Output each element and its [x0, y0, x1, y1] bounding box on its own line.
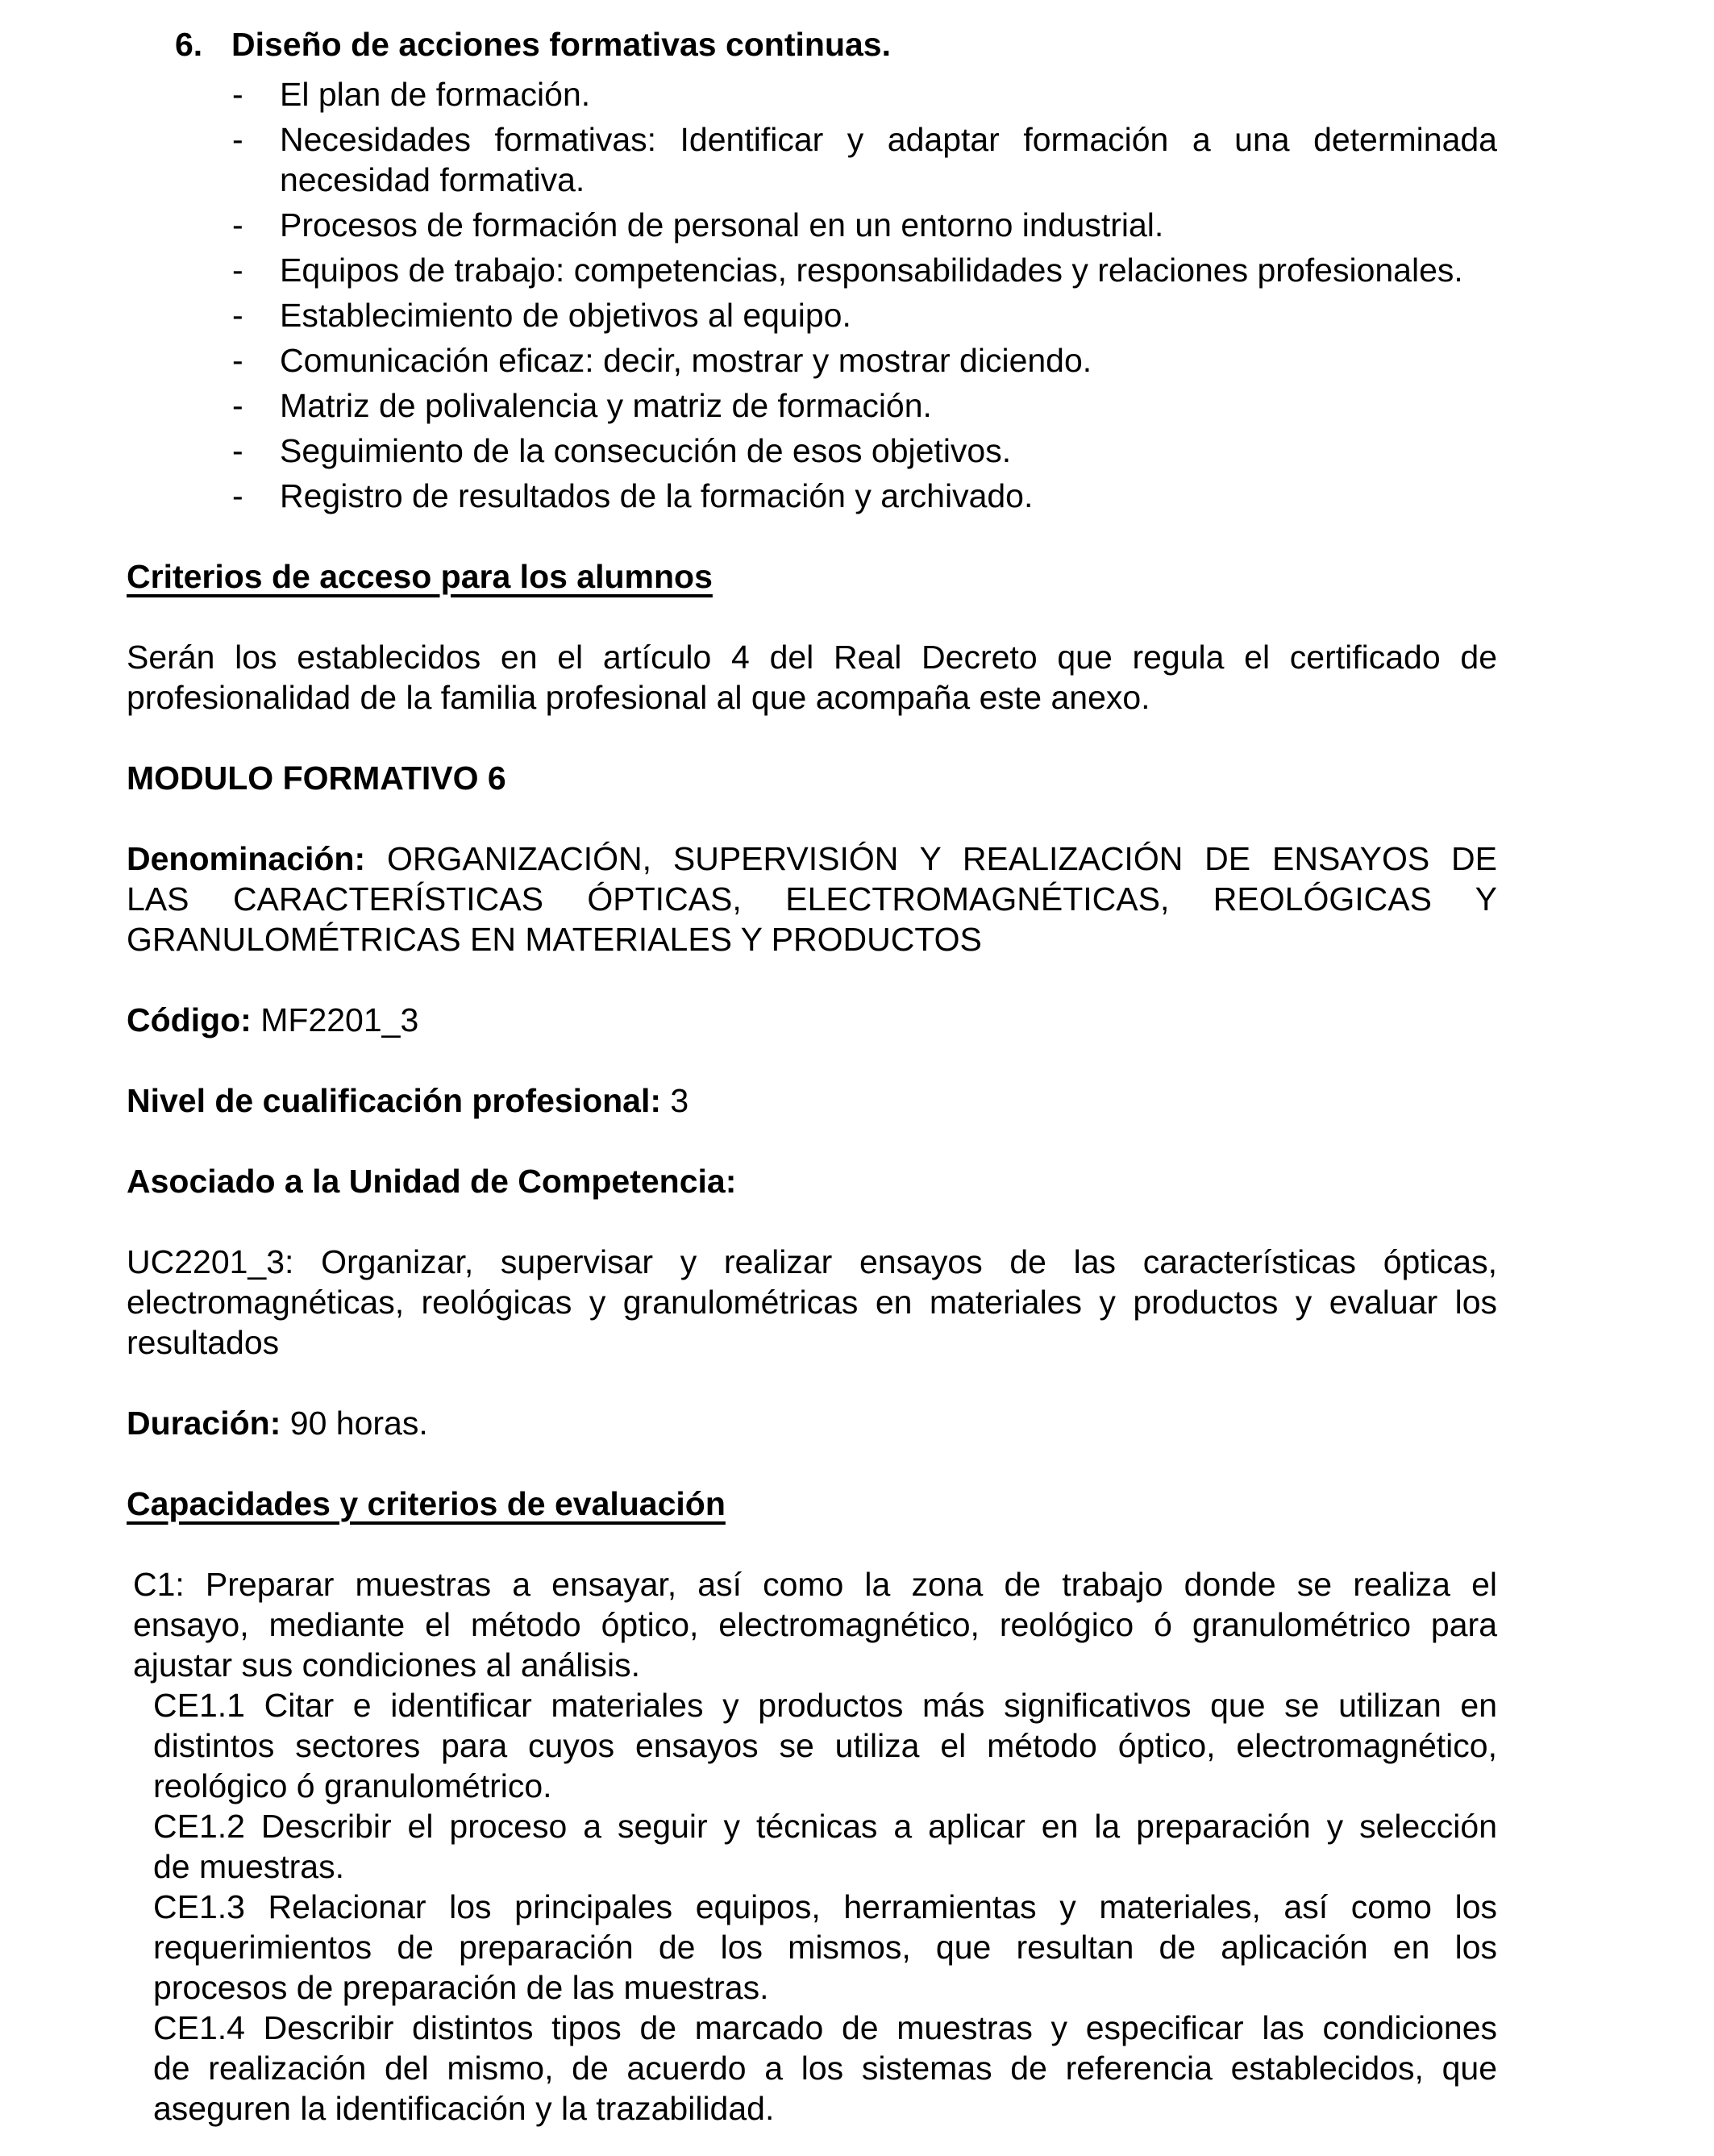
capacidades-heading-text: Capacidades y criterios de evaluación — [127, 1485, 726, 1522]
bullet-dash: - — [232, 76, 243, 113]
bullet-item — [232, 295, 1497, 335]
section-title: Diseño de acciones formativas continuas. — [231, 26, 891, 63]
paragraph-line: reológico ó granulométrico. — [153, 1767, 552, 1804]
paragraph-line: aseguren la identificación y la trazabilidad. — [153, 2090, 775, 2127]
bullet-text: El plan de formación. — [280, 76, 591, 113]
bullet-dash: - — [232, 252, 243, 289]
paragraph-line: CE1.1 Citar e identificar materiales y productos más significativos que se utilizan en — [153, 1687, 1497, 1724]
bullet-item — [232, 476, 1497, 516]
modulo-heading: MODULO FORMATIVO 6 — [127, 760, 506, 797]
bullet-text: Establecimiento de objetivos al equipo. — [280, 297, 851, 334]
bullet-text: Matriz de polivalencia y matriz de formación. — [280, 387, 932, 424]
bullet-text: Seguimiento de la consecución de esos objetivos. — [280, 432, 1012, 469]
nivel-value: 3 — [670, 1082, 689, 1119]
label-spacer — [365, 840, 387, 877]
capacidades-heading — [127, 1484, 1497, 1524]
bullet-item — [232, 250, 1497, 290]
nivel-label: Nivel de cualificación profesional: — [127, 1082, 662, 1119]
paragraph-line: Serán los establecidos en el artículo 4 del Real Decreto que regula el certificado de — [127, 639, 1497, 676]
denominacion-text: ORGANIZACIÓN, SUPERVISIÓN Y REALIZACIÓN DE ENSAYOS DE — [387, 840, 1497, 877]
bullet-item — [232, 74, 1497, 114]
codigo-line — [127, 1000, 1497, 1040]
label-spacer — [661, 1082, 670, 1119]
paragraph-line: distintos sectores para cuyos ensayos se utiliza el método óptico, electromagnético, — [153, 1727, 1497, 1764]
criterios-heading — [127, 556, 1497, 597]
nivel-line — [127, 1080, 1497, 1121]
section-bullet-list — [127, 74, 1497, 516]
paragraph-line: resultados — [127, 1324, 280, 1361]
paragraph-line: de realización del mismo, de acuerdo a los sistemas de referencia establecidos, que — [153, 2050, 1497, 2087]
duracion-value: 90 horas. — [289, 1405, 428, 1442]
c1-paragraph — [133, 1564, 1497, 1685]
label-spacer — [281, 1405, 289, 1442]
bullet-text: Equipos de trabajo: competencias, responsabilidades y relaciones profesionales. — [280, 252, 1463, 289]
paragraph-line: CE1.2 Describir el proceso a seguir y técnicas a aplicar en la preparación y selección — [153, 1808, 1497, 1845]
bullet-item — [232, 385, 1497, 426]
paragraph-line: procesos de preparación de las muestras. — [153, 1969, 769, 2006]
criterios-paragraph — [127, 637, 1497, 718]
bullet-dash: - — [232, 432, 243, 469]
duracion-line — [127, 1403, 1497, 1443]
bullet-item — [232, 340, 1497, 381]
bullet-text: Necesidades formativas: Identificar y adaptar formación a una determinada necesidad formativa. — [280, 121, 1497, 198]
bullet-item — [232, 431, 1497, 471]
denominacion-label: Denominación: — [127, 840, 366, 877]
paragraph-line: ajustar sus condiciones al análisis. — [133, 1646, 640, 1684]
paragraph-line — [127, 839, 1497, 879]
criterios-heading-text: Criterios de acceso para los alumnos — [127, 558, 713, 595]
bullet-dash: - — [232, 121, 243, 158]
ce-item-1 — [153, 1685, 1497, 1806]
numbered-section-heading — [175, 24, 1497, 65]
paragraph-line: GRANULOMÉTRICAS EN MATERIALES Y PRODUCTOS — [127, 921, 982, 958]
bullet-dash: - — [232, 387, 243, 424]
bullet-dash: - — [232, 477, 243, 514]
label-spacer — [252, 1001, 260, 1038]
bullet-dash: - — [232, 206, 243, 243]
paragraph-line: C1: Preparar muestras a ensayar, así como la zona de trabajo donde se realiza el — [133, 1566, 1497, 1603]
bullet-text: Comunicación eficaz: decir, mostrar y mostrar diciendo. — [280, 342, 1092, 379]
asociado-heading: Asociado a la Unidad de Competencia: — [127, 1163, 737, 1200]
paragraph-line: de muestras. — [153, 1848, 344, 1885]
paragraph-line: CE1.4 Describir distintos tipos de marcado de muestras y especificar las condiciones — [153, 2009, 1497, 2046]
uc-paragraph — [127, 1242, 1497, 1363]
bullet-text: Procesos de formación de personal en un entorno industrial. — [280, 206, 1164, 243]
bullet-item — [232, 205, 1497, 245]
bullet-item — [232, 119, 1497, 200]
paragraph-line: electromagnéticas, reológicas y granulométricas en materiales y productos y evaluar los — [127, 1284, 1497, 1321]
denominacion-paragraph — [127, 839, 1497, 959]
paragraph-line: ensayo, mediante el método óptico, electromagnético, reológico ó granulométrico para — [133, 1606, 1497, 1643]
paragraph-line: CE1.3 Relacionar los principales equipos, herramientas y materiales, así como los — [153, 1888, 1497, 1925]
ce-item-3 — [153, 1887, 1497, 2008]
bullet-dash: - — [232, 342, 243, 379]
paragraph-line: requerimientos de preparación de los mismos, que resultan de aplicación en los — [153, 1929, 1497, 1966]
duracion-label: Duración: — [127, 1405, 281, 1442]
section-number: 6. — [175, 26, 203, 63]
paragraph-line: UC2201_3: Organizar, supervisar y realizar ensayos de las características ópticas, — [127, 1243, 1497, 1280]
bullet-text: Registro de resultados de la formación y archivado. — [280, 477, 1034, 514]
bullet-dash: - — [232, 297, 243, 334]
ce-item-4 — [153, 2008, 1497, 2129]
codigo-value: MF2201_3 — [260, 1001, 419, 1038]
paragraph-line: profesionalidad de la familia profesional al que acompaña este anexo. — [127, 679, 1150, 716]
paragraph-line: LAS CARACTERÍSTICAS ÓPTICAS, ELECTROMAGNÉTICAS, REOLÓGICAS Y — [127, 880, 1497, 918]
ce-item-2 — [153, 1806, 1497, 1887]
codigo-label: Código: — [127, 1001, 252, 1038]
